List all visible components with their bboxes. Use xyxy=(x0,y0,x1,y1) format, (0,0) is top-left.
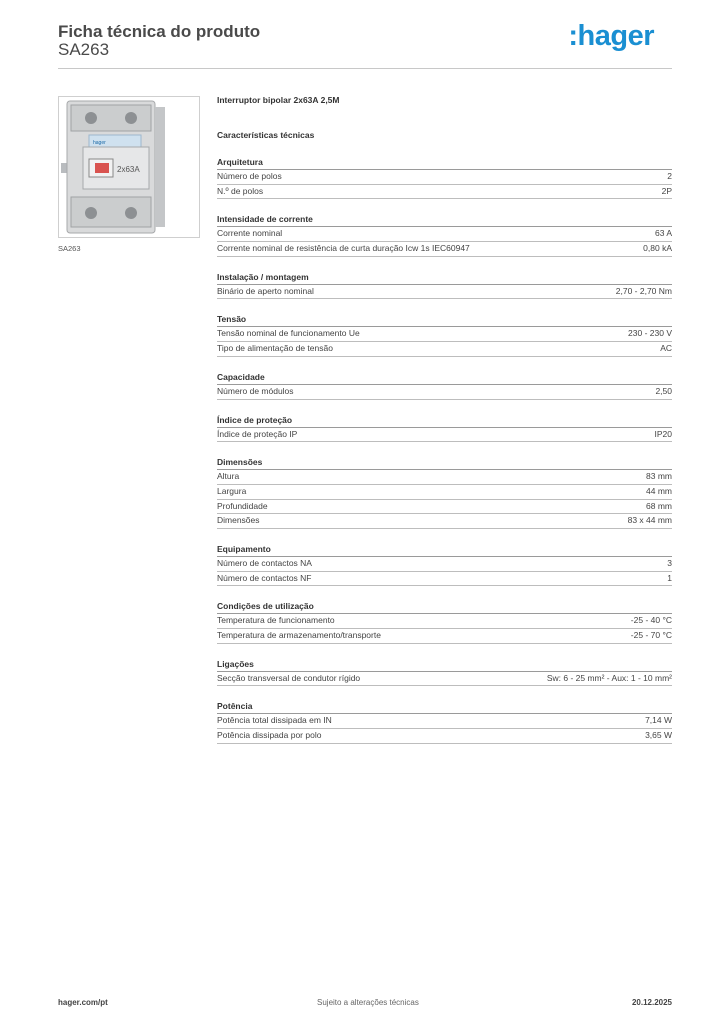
spec-label: Índice de proteção IP xyxy=(217,428,298,439)
spec-row xyxy=(217,227,672,242)
section-title: Ligações xyxy=(217,658,672,672)
spec-section xyxy=(217,156,672,199)
spec-label: Binário de aperto nominal xyxy=(217,285,314,296)
spec-row xyxy=(217,729,672,744)
spec-value: 3,65 W xyxy=(645,730,672,741)
spec-label: Número de módulos xyxy=(217,385,294,396)
spec-value: 3 xyxy=(667,557,672,568)
spec-section xyxy=(217,371,672,400)
spec-row xyxy=(217,428,672,443)
spec-label: Temperatura de armazenamento/transporte xyxy=(217,630,381,640)
spec-value: 7,14 W xyxy=(645,715,672,726)
spec-row xyxy=(217,614,672,629)
spec-value: 2P xyxy=(661,185,672,196)
spec-row xyxy=(217,470,672,485)
spec-row xyxy=(217,514,672,529)
spec-value: 1 xyxy=(667,572,672,583)
features-heading: Características técnicas xyxy=(217,130,315,140)
spec-label: Tipo de alimentação de tensão xyxy=(217,343,333,354)
spec-value: 83 mm xyxy=(646,471,672,482)
spec-row xyxy=(217,342,672,357)
product-code: SA263 xyxy=(58,40,110,59)
spec-row xyxy=(217,672,672,687)
spec-row xyxy=(217,170,672,185)
spec-value: 0,80 kA xyxy=(643,243,672,254)
spec-label: Número de polos xyxy=(217,171,282,181)
spec-label: Largura xyxy=(217,485,247,496)
spec-row xyxy=(217,327,672,342)
spec-value: IP20 xyxy=(654,428,672,439)
section-title: Potência xyxy=(217,700,672,714)
spec-value: 63 A xyxy=(654,228,672,239)
spec-section xyxy=(217,213,672,256)
spec-value: 68 mm xyxy=(646,500,672,511)
svg-text:hager: hager xyxy=(93,140,106,146)
spec-label: Profundidade xyxy=(217,500,268,511)
section-title: Intensidade de corrente xyxy=(217,213,672,227)
section-title: Índice de proteção xyxy=(217,414,672,428)
spec-row xyxy=(217,714,672,729)
document-title: Ficha técnica do produto xyxy=(58,22,261,41)
spec-value: AC xyxy=(660,343,672,354)
footer-notice: Sujeito a alterações técnicas xyxy=(317,998,419,1007)
spec-value: -25 - 40 °C xyxy=(630,615,672,626)
section-title: Instalação / montagem xyxy=(217,271,672,285)
spec-value: 2,70 - 2,70 Nm xyxy=(615,285,672,296)
footer-date: 20.12.2025 xyxy=(631,998,672,1007)
spec-label: N.º de polos xyxy=(217,185,264,196)
spec-label: Número de contactos NA xyxy=(217,557,312,568)
spec-label: Altura xyxy=(217,471,240,482)
spec-label: Dimensões xyxy=(217,515,260,526)
spec-value: -25 - 70 °C xyxy=(630,630,672,640)
spec-row xyxy=(217,572,672,587)
spec-label: Corrente nominal de resistência de curta duração Icw 1s IEC60947 xyxy=(217,243,470,254)
spec-label: Número de contactos NF xyxy=(217,572,312,583)
spec-row xyxy=(217,185,672,200)
spec-row xyxy=(217,485,672,500)
spec-sections xyxy=(217,156,672,744)
spec-section xyxy=(217,658,672,687)
spec-value: 83 x 44 mm xyxy=(627,515,672,526)
spec-section xyxy=(217,700,672,743)
spec-label: Secção transversal de condutor rígido xyxy=(217,672,361,683)
spec-row xyxy=(217,500,672,515)
spec-section xyxy=(217,456,672,529)
technical-specifications xyxy=(217,95,672,744)
product-description: Interruptor bipolar 2x63A 2,5M xyxy=(217,95,340,105)
spec-value: Sw: 6 - 25 mm² - Aux: 1 - 10 mm² xyxy=(546,672,672,683)
spec-row xyxy=(217,557,672,572)
spec-value: 2,50 xyxy=(655,385,672,396)
spec-label: Potência total dissipada em IN xyxy=(217,715,332,726)
spec-label: Potência dissipada por polo xyxy=(217,730,322,741)
spec-section xyxy=(217,271,672,300)
spec-section xyxy=(217,414,672,443)
section-title: Dimensões xyxy=(217,456,672,470)
spec-label: Temperatura de funcionamento xyxy=(217,615,335,626)
section-title: Capacidade xyxy=(217,371,672,385)
svg-text:2x63A: 2x63A xyxy=(117,165,140,174)
switch-disconnector-illustration xyxy=(59,97,199,237)
section-title: Tensão xyxy=(217,313,672,327)
spec-section xyxy=(217,600,672,643)
spec-row xyxy=(217,385,672,400)
section-title: Arquitetura xyxy=(217,156,672,170)
page-header xyxy=(58,20,672,70)
section-title: Condições de utilização xyxy=(217,600,672,614)
image-caption: SA263 xyxy=(58,244,81,253)
spec-row xyxy=(217,285,672,300)
spec-value: 230 - 230 V xyxy=(628,328,672,339)
spec-row xyxy=(217,629,672,644)
spec-label: Tensão nominal de funcionamento Ue xyxy=(217,328,360,339)
spec-value: 44 mm xyxy=(646,485,672,496)
spec-row xyxy=(217,242,672,257)
section-title: Equipamento xyxy=(217,543,672,557)
spec-label: Corrente nominal xyxy=(217,228,283,239)
hager-logo: :hager xyxy=(568,20,654,52)
spec-value: 2 xyxy=(667,171,672,181)
footer-website: hager.com/pt xyxy=(58,998,108,1007)
header-divider xyxy=(58,68,672,69)
spec-section xyxy=(217,543,672,586)
spec-section xyxy=(217,313,672,356)
product-image xyxy=(58,96,200,238)
